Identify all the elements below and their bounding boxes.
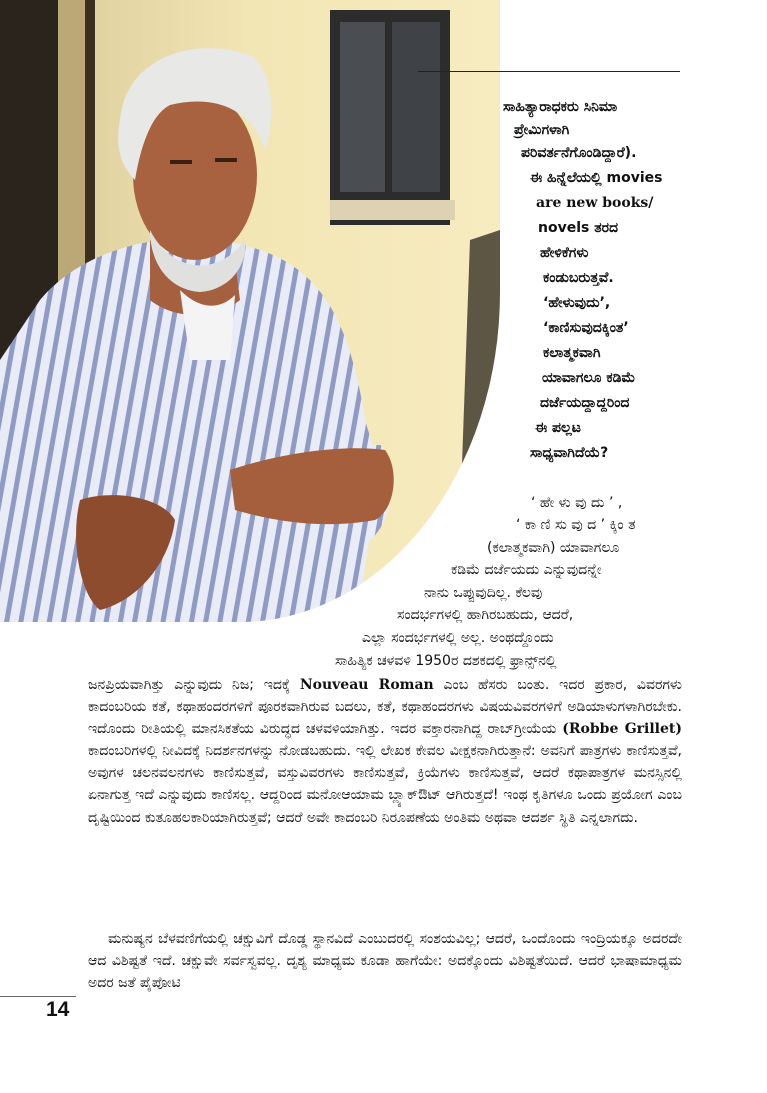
page-number: 14: [46, 998, 70, 1021]
question-line: ‘ಹೇಳುವುದು’,: [543, 295, 611, 311]
question-line: ‘ಕಾಣಿಸುವುದಕ್ಕಿಂತ’: [543, 320, 629, 336]
question-line: ಕಂಡುಬರುತ್ತವೆ.: [543, 270, 614, 286]
question-line: ಈ ಪಲ್ಲಟ: [535, 420, 581, 436]
top-rule: [418, 71, 680, 72]
answer-line: ಸಂದರ್ಭಗಳಲ್ಲಿ ಹಾಗಿರಬಹುದು, ಆದರೆ,: [397, 607, 574, 623]
body-paragraph-2: ಮನುಷ್ಯನ ಬೆಳವಣಿಗೆಯಲ್ಲಿ ಚಕ್ಷುವಿಗೆ ದೊಡ್ಡ ಸ್ಥಾನವಿದೆ ಎಂಬುದರಲ್ಲಿ ಸಂಶಯವಿಲ್ಲ; ಆದರೆ, ಒಂದೊಂದು ಇಂದ್ರಿಯಕ್ಕೂ ಅದರದೇ ಆದ ವಿಶಿಷ್ಟತೆ ಇದೆ. ಚಕ್ಷುವೇ ಸರ್ವಸ್ವವಲ್ಲ. ದೃಶ್ಯ ಮಾಧ್ಯಮ ಕೂಡಾ ಹಾಗೆಯೇ: ಅದಕ್ಕೊಂದು ವಿಶಿಷ್ಟತೆಯಿದೆ. ಆದರೆ ಭಾಷಾಮಾಧ್ಯಮ ಅದರ ಜತೆ ಪೈಪೋಟಿ: [88, 931, 682, 992]
para1-text-a: ಜನಪ್ರಿಯವಾಗಿತ್ತು ಎನ್ನುವುದು ನಿಜ; ಇದಕ್ಕೆ: [88, 677, 300, 693]
question-line: ಸಾಹಿತ್ಯಾರಾಧಕರು ಸಿನಿಮಾ: [503, 99, 618, 115]
answer-line: ‘ ಕಾ ಣಿ ಸು ವು ದ ’ ಕ್ಕಿಂ ತ: [516, 517, 636, 533]
question-line: novels ತರದ: [538, 220, 619, 236]
question-line: ಹೇಳಿಕೆಗಳು: [540, 245, 589, 261]
question-line: ಈ ಹಿನ್ನೆಲೆಯಲ್ಲಿ movies: [530, 170, 663, 186]
robbe-grillet-term: (Robbe Grillet): [562, 721, 682, 738]
para1-text-b: ಎಂಬ ಹೆಸರು ಬಂತು. ಇದರ ಪ್ರಕಾರ, ವಿವರಗಳು ಕಾದಂಬರಿಯ ಕತೆ, ಕಥಾಹಂದರಗಳಿಗೆ ಪೂರಕವಾಗಿರುವ ಬದಲು, ಕತೆ, ಕಥಾಹಂದರಗಳು ವಿಷಯವಿವರಗಳಿಗೆ ಅಡಿಯಾಳುಗಳಾಗಿರಬೇಕು. ಇದೊಂದು ರೀತಿಯಲ್ಲಿ ಮಾನಸಿಕತೆಯ ವಿರುದ್ಧದ ಚಳವಳಿಯಾಗಿತ್ತು. ಇದರ ವಕ್ತಾರನಾಗಿದ್ದ ರಾಬ್‌ಗ್ರೀಯೆಯ: [88, 677, 682, 738]
answer-line: (ಕಲಾತ್ಮಕವಾಗಿ) ಯಾವಾಗಲೂ: [487, 540, 620, 556]
footer-rule: [0, 996, 76, 997]
question-line: are new books/: [536, 195, 654, 211]
author-photo-illustration: [0, 0, 500, 622]
question-line: ಪ್ರೇಮಿಗಳಾಗಿ: [514, 122, 570, 138]
question-line: ಕಲಾತ್ಮಕವಾಗಿ: [543, 345, 601, 361]
question-line: ಪರಿವರ್ತನೆಗೊಂಡಿದ್ದಾರೆ).: [521, 145, 637, 161]
question-line: ದರ್ಜೆಯದ್ದಾದ್ದರಿಂದ: [540, 395, 630, 411]
answer-line: ಸಾಹಿತ್ಯಿಕ ಚಳವಳಿ 1950ರ ದಶಕದಲ್ಲಿ ಫ್ರಾನ್ಸ್‌ನಲ್ಲಿ: [335, 653, 557, 669]
answer-line: ನಾನು ಒಪ್ಪುವುದಿಲ್ಲ. ಕೆಲವು: [424, 585, 543, 601]
para1-text-c: ಕಾದಂಬರಿಗಳಲ್ಲಿ ನೀವಿದಕ್ಕೆ ನಿದರ್ಶನಗಳನ್ನು ನೋಡಬಹುದು. ಇಲ್ಲಿ ಲೇಖಕ ಕೇವಲ ವೀಕ್ಷಕನಾಗಿರುತ್ತಾನೆ: ಅವನಿಗೆ ಪಾತ್ರಗಳು ಕಾಣಿಸುತ್ತವೆ, ಅವುಗಳ ಚಲನವಲನಗಳು ಕಾಣಿಸುತ್ತವೆ, ವಸ್ತುವಿವರಗಳು ಕಾಣಿಸುತ್ತವೆ, ಕ್ರಿಯೆಗಳು ಕಾಣಿಸುತ್ತವೆ, ಆದರೆ ಕಥಾಪಾತ್ರಗಳ ಮನಸ್ಸಿನಲ್ಲಿ ಏನಾಗುತ್ತ ಇದೆ ಎನ್ನುವುದು ಕಾಣಿಸಲ್ಲ. ಆದ್ದರಿಂದ ಮನೋಆಯಾಮ ಬ್ಲ್ಯಾಕ್‌ಔಟ್ ಆಗಿರುತ್ತದೆ! ಇಂಥ ಕೃತಿಗಳೂ ಒಂದು ಪ್ರಯೋಗ ಎಂಬ ದೃಷ್ಟಿಯಿಂದ ಕುತೂಹಲಕಾರಿಯಾಗಿರುತ್ತವೆ; ಆದರೆ ಅವೇ ಕಾದಂಬರಿ ನಿರೂಪಣೆಯ ಅಂತಿಮ ಅಥವಾ ಆದರ್ಶ ಸ್ಥಿತಿ ಎನ್ನಲಾಗದು.: [88, 743, 682, 826]
answer-line: ‘ ಹೇ ಳು ವು ದು ’ ,: [531, 495, 623, 511]
nouveau-roman-term: Nouveau Roman: [299, 677, 434, 693]
question-line: ಯಾವಾಗಲೂ ಕಡಿಮೆ: [542, 370, 636, 386]
body-paragraph-1: [88, 674, 682, 829]
answer-line: ಎಲ್ಲಾ ಸಂದರ್ಭಗಳಲ್ಲಿ ಅಲ್ಲ. ಅಂಥದ್ದೊಂದು: [362, 630, 554, 646]
question-line: ಸಾಧ್ಯವಾಗಿದೆಯೆ?: [530, 445, 609, 461]
author-photo: [0, 0, 500, 622]
answer-line: ಕಡಿಮೆ ದರ್ಜೆಯದು ಎನ್ನುವುದನ್ನೇ: [451, 562, 602, 578]
